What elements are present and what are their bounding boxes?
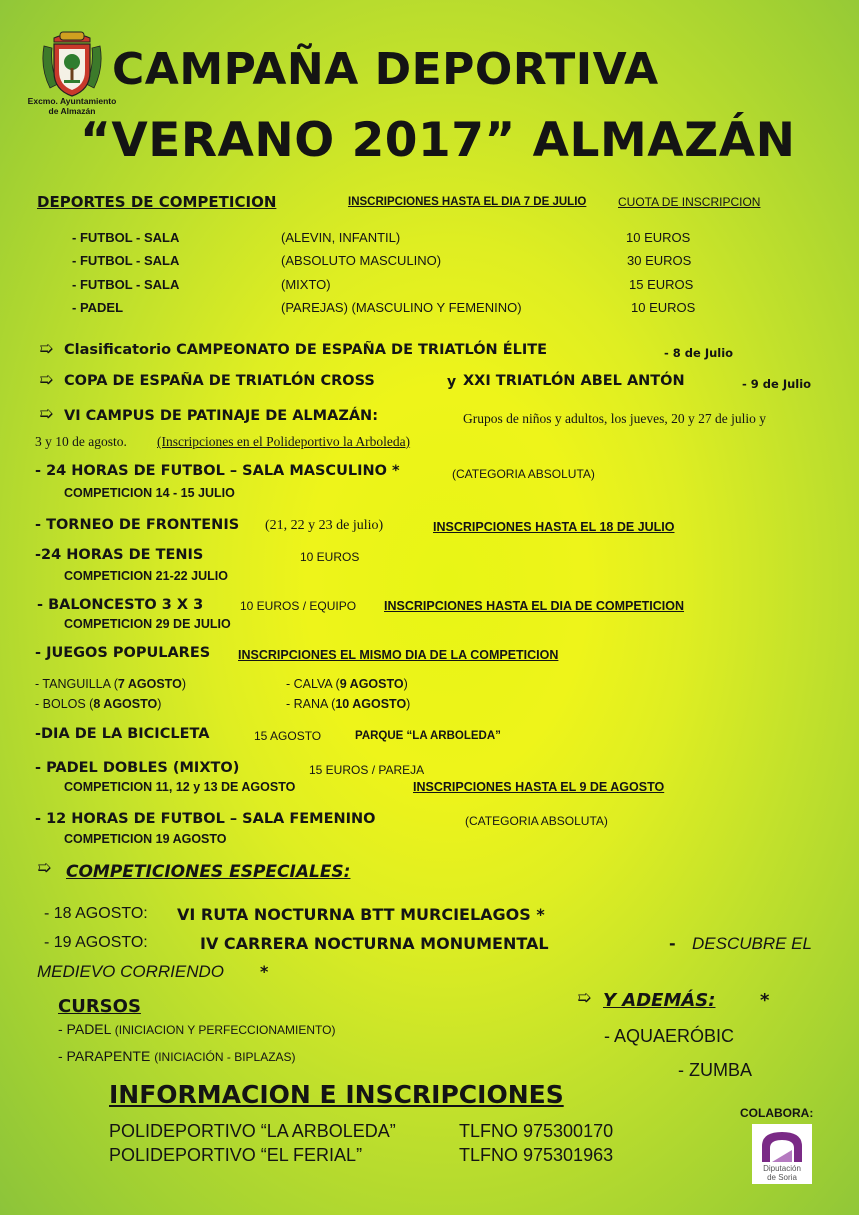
triathlon-elite-title: Clasificatorio CAMPEONATO DE ESPAÑA DE TRIATLÓN ÉLITE bbox=[64, 342, 548, 358]
event-basketball-fee: 10 EUROS / EQUIPO bbox=[240, 599, 357, 613]
event-12h-futsal-title: - 12 HORAS DE FUTBOL – SALA FEMENINO bbox=[35, 811, 376, 827]
event-24h-futsal-dates: COMPETICION 14 - 15 JULIO bbox=[64, 486, 235, 500]
competition-row-sport: - FUTBOL - SALA bbox=[72, 253, 180, 268]
special-competitions-heading: COMPETICIONES ESPECIALES: bbox=[66, 862, 351, 882]
event-24h-futsal-category: (CATEGORIA ABSOLUTA) bbox=[452, 467, 595, 481]
special-2-tagline: DESCUBRE EL bbox=[692, 934, 812, 953]
competition-row-category: (ABSOLUTO MASCULINO) bbox=[281, 253, 442, 268]
competition-row-sport: - PADEL bbox=[72, 300, 124, 315]
poster-title-line1: CAMPAÑA DEPORTIVA bbox=[112, 44, 659, 95]
event-padel-doubles-title: - PADEL DOBLES (MIXTO) bbox=[35, 760, 240, 776]
fee-header: CUOTA DE INSCRIPCION bbox=[618, 195, 761, 209]
event-popular-games-title: - JUEGOS POPULARES bbox=[35, 645, 211, 661]
event-frontenis-title: - TORNEO DE FRONTENIS bbox=[35, 517, 240, 533]
special-1-date: - 18 AGOSTO: bbox=[44, 905, 148, 922]
special-2-star: * bbox=[260, 962, 269, 981]
event-padel-doubles-dates: COMPETICION 11, 12 y 13 DE AGOSTO bbox=[64, 780, 296, 794]
extra-zumba: - ZUMBA bbox=[678, 1060, 752, 1080]
event-tennis-dates: COMPETICION 21-22 JULIO bbox=[64, 569, 228, 583]
triathlon-abel-anton-title: XXI TRIATLÓN ABEL ANTÓN bbox=[463, 373, 685, 389]
game-bolos: - BOLOS (8 AGOSTO) bbox=[35, 697, 162, 711]
event-basketball-deadline: INSCRIPCIONES HASTA EL DIA DE COMPETICION bbox=[384, 599, 685, 613]
course-padel: - PADEL (INICIACION Y PERFECCIONAMIENTO) bbox=[58, 1021, 336, 1037]
competition-row-sport: - FUTBOL - SALA bbox=[72, 277, 180, 292]
event-tennis-fee: 10 EUROS bbox=[300, 550, 360, 564]
special-2-date: - 19 AGOSTO: bbox=[44, 934, 148, 951]
event-basketball-title: - BALONCESTO 3 X 3 bbox=[37, 597, 204, 613]
municipal-crest-logo bbox=[40, 28, 104, 102]
competition-deadline: INSCRIPCIONES HASTA EL DIA 7 DE JULIO bbox=[348, 196, 587, 208]
event-frontenis-dates: (21, 22 y 23 de julio) bbox=[265, 518, 384, 533]
event-padel-doubles-fee: 15 EUROS / PAREJA bbox=[309, 763, 425, 777]
poster-title-line2: “VERANO 2017” ALMAZÁN bbox=[80, 113, 796, 168]
event-frontenis-deadline: INSCRIPCIONES HASTA EL 18 DE JULIO bbox=[433, 520, 675, 534]
special-2-tagline-end: MEDIEVO CORRIENDO bbox=[37, 962, 225, 981]
triathlon-elite-date: - 8 de Julio bbox=[664, 346, 734, 360]
extra-aquaerobic: - AQUAERÓBIC bbox=[604, 1026, 735, 1046]
event-12h-futsal-dates: COMPETICION 19 AGOSTO bbox=[64, 832, 227, 846]
competition-row-fee: 15 EUROS bbox=[629, 277, 694, 292]
event-bike-day-title: -DIA DE LA BICICLETA bbox=[35, 726, 210, 742]
competition-row-category: (ALEVIN, INFANTIL) bbox=[281, 230, 401, 245]
event-12h-futsal-category: (CATEGORIA ABSOLUTA) bbox=[465, 814, 608, 828]
diputacion-soria-logo bbox=[752, 1124, 812, 1184]
right-arrow-icon: ➯ bbox=[39, 370, 54, 390]
info-heading: INFORMACION E INSCRIPCIONES bbox=[109, 1080, 564, 1109]
course-parapente: - PARAPENTE (INICIACIÓN - BIPLAZAS) bbox=[58, 1048, 296, 1064]
competition-row-category: (PAREJAS) (MASCULINO Y FEMENINO) bbox=[281, 300, 522, 315]
event-padel-doubles-deadline: INSCRIPCIONES HASTA EL 9 DE AGOSTO bbox=[413, 780, 665, 794]
event-basketball-dates: COMPETICION 29 DE JULIO bbox=[64, 617, 231, 631]
extras-star: * bbox=[760, 990, 770, 1011]
right-arrow-icon: ➯ bbox=[39, 339, 54, 359]
extras-heading: Y ADEMÁS: bbox=[603, 990, 716, 1011]
event-tennis-title: -24 HORAS DE TENIS bbox=[35, 547, 204, 563]
special-1-title: VI RUTA NOCTURNA BTT MURCIELAGOS * bbox=[177, 905, 545, 924]
skating-campus-dates: 3 y 10 de agosto. bbox=[35, 434, 127, 449]
event-popular-games-deadline: INSCRIPCIONES EL MISMO DIA DE LA COMPETICION bbox=[238, 648, 559, 662]
skating-campus-title: VI CAMPUS DE PATINAJE DE ALMAZÁN: bbox=[64, 408, 378, 424]
game-rana: - RANA (10 AGOSTO) bbox=[286, 697, 411, 711]
competition-row-category: (MIXTO) bbox=[281, 277, 331, 292]
right-arrow-icon: ➯ bbox=[577, 988, 592, 1008]
courses-heading: CURSOS bbox=[58, 996, 141, 1017]
competition-row-fee: 30 EUROS bbox=[627, 253, 692, 268]
right-arrow-icon: ➯ bbox=[39, 404, 54, 424]
competition-row-fee: 10 EUROS bbox=[626, 230, 691, 245]
triathlon-cross-title: COPA DE ESPAÑA DE TRIATLÓN CROSS bbox=[64, 373, 375, 389]
competition-heading: DEPORTES DE COMPETICION bbox=[37, 193, 277, 211]
event-bike-day-date: 15 AGOSTO bbox=[254, 729, 322, 743]
info-venue-2: POLIDEPORTIVO “EL FERIAL” bbox=[109, 1145, 363, 1165]
info-phone-2: TLFNO 975301963 bbox=[459, 1145, 614, 1165]
right-arrow-icon: ➯ bbox=[37, 858, 52, 878]
skating-campus-desc: Grupos de niños y adultos, los jueves, 20 y 27 de julio y bbox=[463, 411, 766, 426]
info-phone-1: TLFNO 975300170 bbox=[459, 1121, 614, 1141]
sponsor-label: COLABORA: bbox=[740, 1106, 814, 1120]
game-tanguilla: - TANGUILLA (7 AGOSTO) bbox=[35, 677, 186, 691]
info-venue-1: POLIDEPORTIVO “LA ARBOLEDA” bbox=[109, 1121, 396, 1141]
special-2-title: IV CARRERA NOCTURNA MONUMENTAL bbox=[200, 934, 549, 953]
triathlon-cross-and: y bbox=[447, 374, 457, 390]
triathlon-cross-date: - 9 de Julio bbox=[742, 377, 812, 391]
skating-campus-registration: (Inscripciones en el Polideportivo la Arboleda) bbox=[157, 434, 411, 449]
crest-caption: Excmo. Ayuntamiento de Almazán bbox=[27, 96, 117, 116]
event-24h-futsal-title: - 24 HORAS DE FUTBOL – SALA MASCULINO * bbox=[35, 463, 400, 479]
event-bike-day-place: PARQUE “LA ARBOLEDA” bbox=[355, 730, 501, 742]
game-calva: - CALVA (9 AGOSTO) bbox=[286, 677, 408, 691]
special-2-dash: - bbox=[669, 934, 676, 953]
competition-row-sport: - FUTBOL - SALA bbox=[72, 230, 180, 245]
logo-text-line1: Diputación bbox=[763, 1164, 801, 1173]
competition-row-fee: 10 EUROS bbox=[631, 300, 696, 315]
logo-text-line2: de Soria bbox=[767, 1173, 797, 1182]
